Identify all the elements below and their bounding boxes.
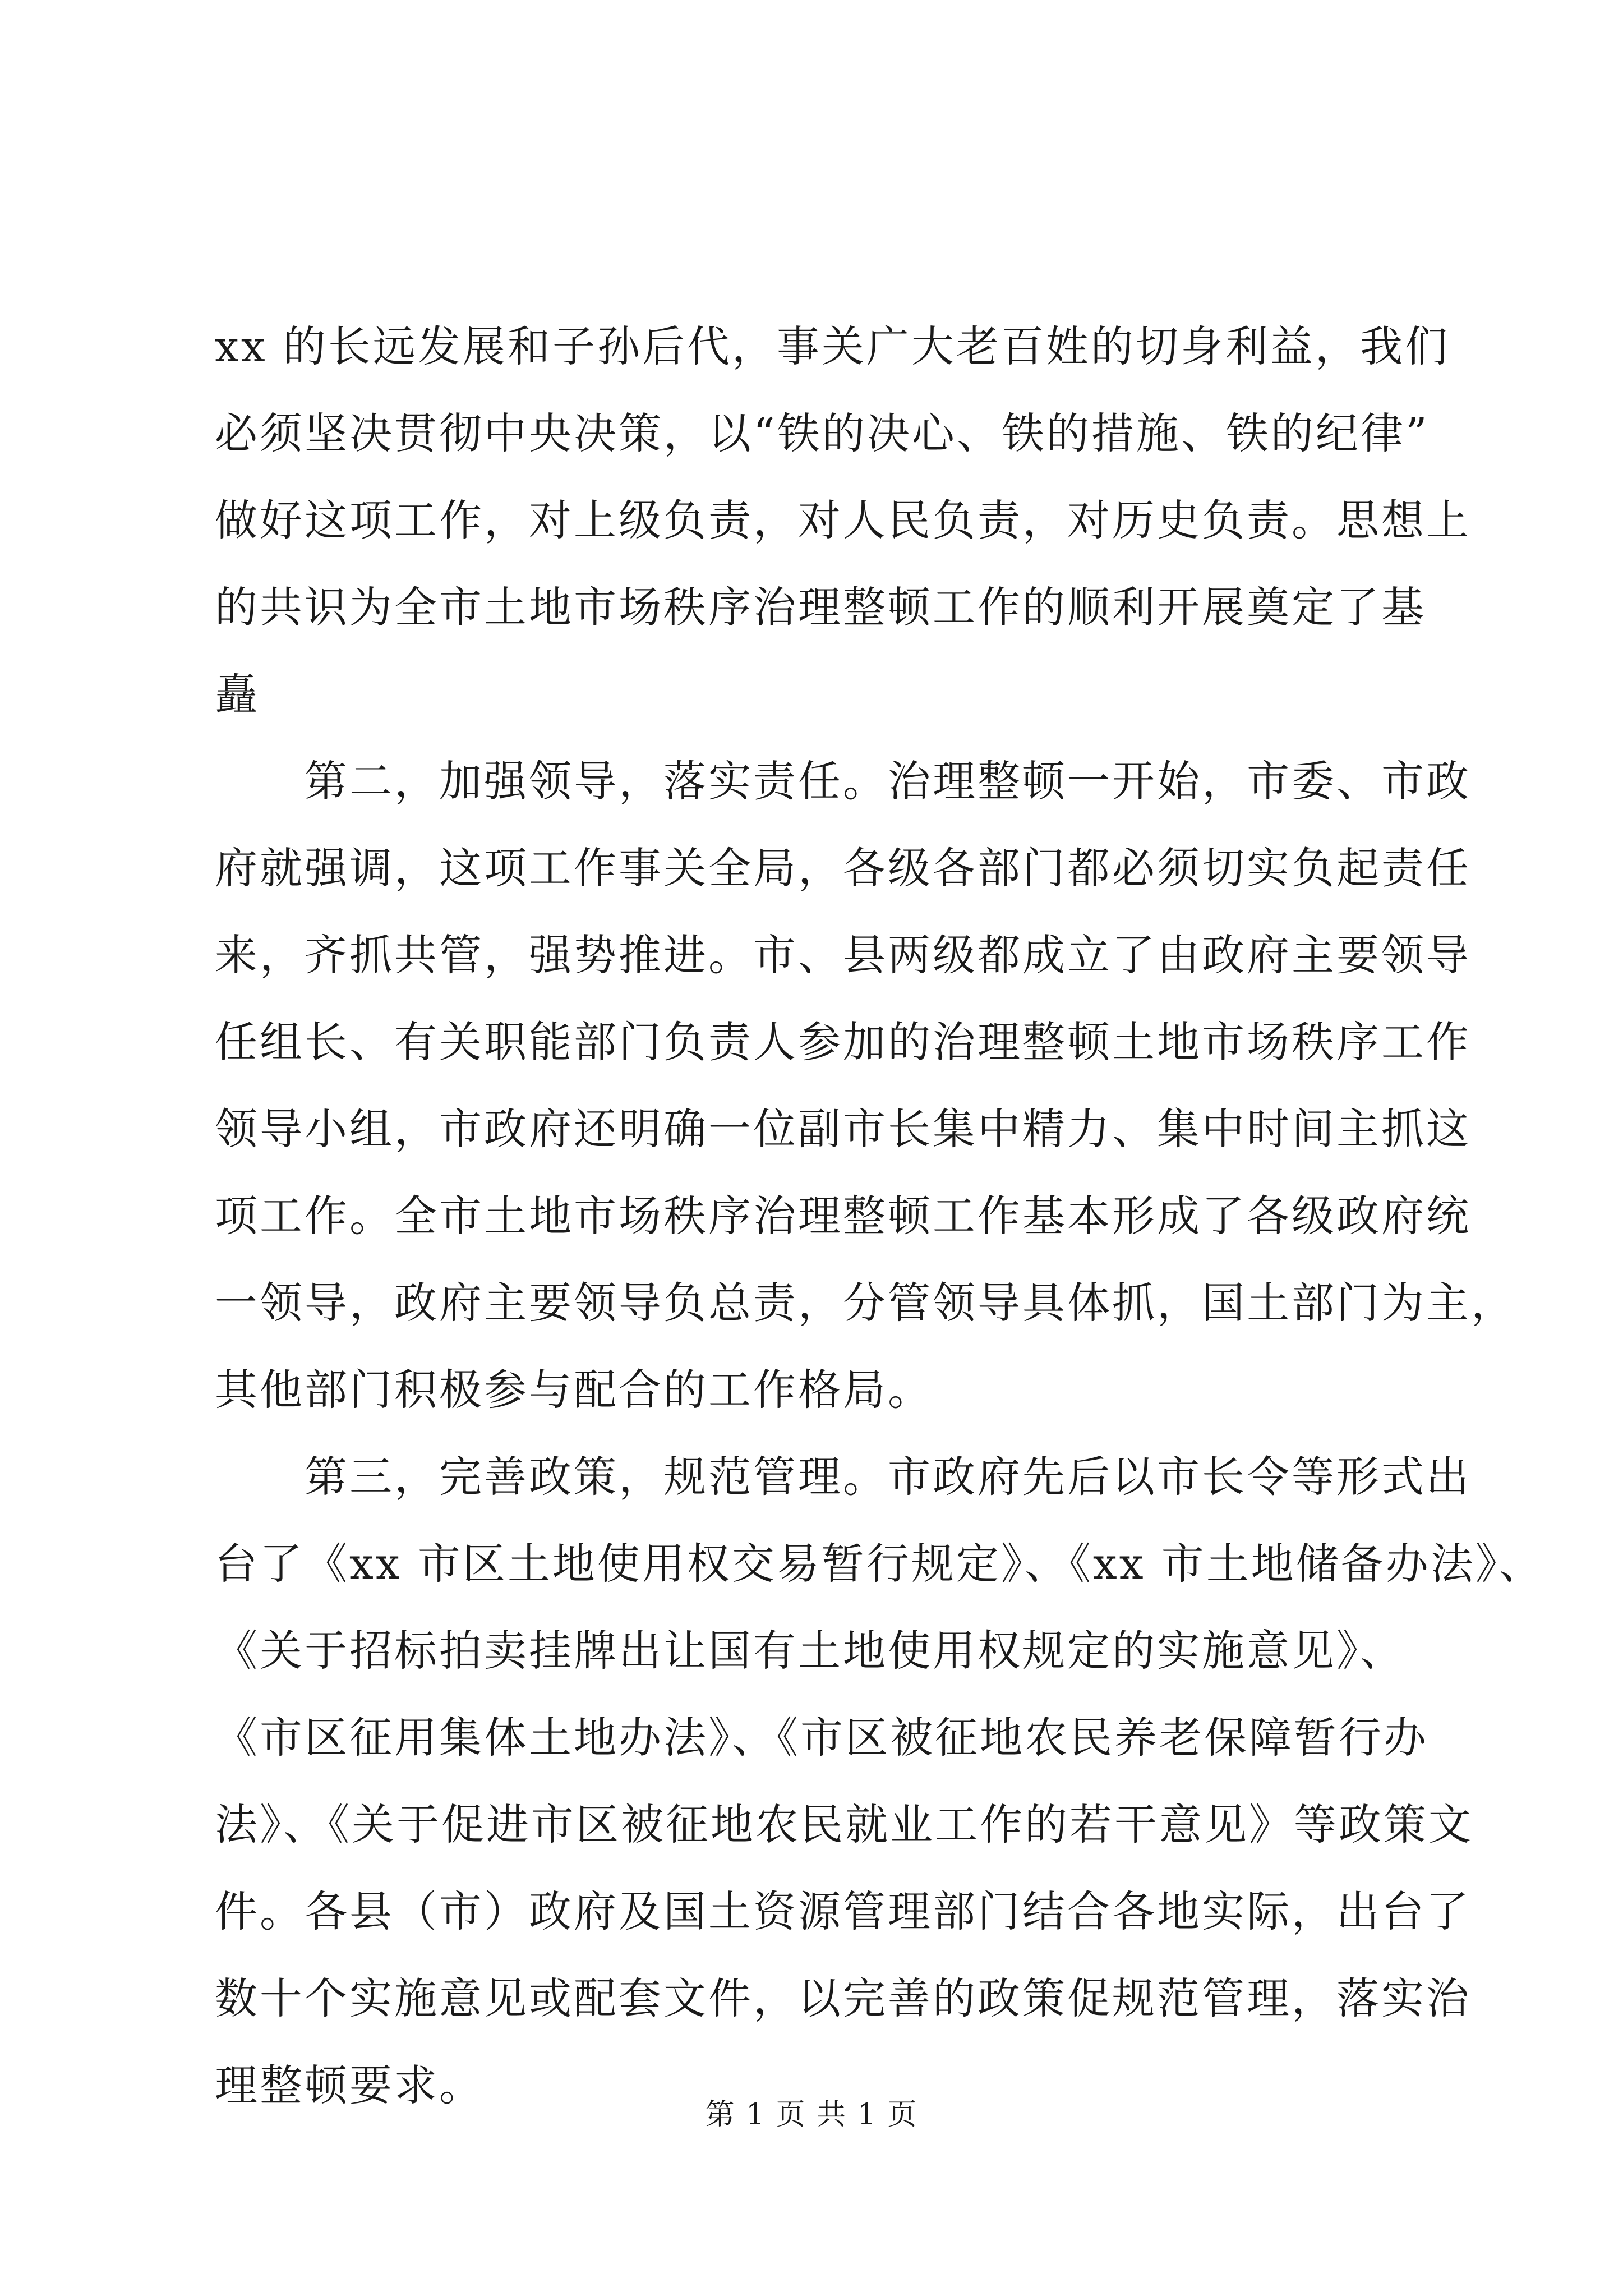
document-body: [215, 303, 1544, 2129]
text-line: 理整顿要求。: [215, 2060, 484, 2110]
text-line: 来，齐抓共管，强势推进。市、县两级都成立了由政府主要领导: [215, 930, 1471, 980]
text-line: 任组长、有关职能部门负责人参加的治理整顿土地市场秩序工作: [215, 1017, 1471, 1067]
text-line: 府就强调，这项工作事关全局，各级各部门都必须切实负起责任: [215, 843, 1471, 893]
text-line: 数十个实施意见或配套文件，以完善的政策促规范管理，落实治: [215, 1973, 1471, 2023]
text-line: 其他部门积极参与配合的工作格局。: [215, 1365, 933, 1415]
text-line: 《关于招标拍卖挂牌出让国有土地使用权规定的实施意见》、: [215, 1626, 1405, 1676]
paragraph-start-line: 第三，完善政策，规范管理。市政府先后以市长令等形式出: [305, 1452, 1471, 1502]
text-line: 做好这项工作，对上级负责，对人民负责，对历史负责。思想上: [215, 495, 1471, 545]
text-line: 项工作。全市土地市场秩序治理整顿工作基本形成了各级政府统: [215, 1191, 1471, 1241]
text-line: 《市区征用集体土地办法》、《市区被征地农民养老保障暂行办: [215, 1713, 1428, 1763]
text-line: 法》、《关于促进市区被征地农民就业工作的若干意见》等政策文: [215, 1800, 1473, 1849]
paragraph-start-line: 第二，加强领导，落实责任。治理整顿一开始，市委、市政: [305, 756, 1471, 806]
page-footer: [0, 2095, 1623, 2134]
text-line: 一领导，政府主要领导负总责，分管领导具体抓，国土部门为主，: [215, 1278, 1516, 1328]
text-line: 矗: [215, 669, 260, 719]
page-number-label: 第 1 页 共 1 页: [705, 2098, 918, 2132]
text-line: 的共识为全市土地市场秩序治理整顿工作的顺利开展奠定了基: [215, 582, 1426, 632]
text-line: 件。各县（市）政府及国土资源管理部门结合各地实际，出台了: [215, 1887, 1471, 1936]
text-line: 领导小组，市政府还明确一位副市长集中精力、集中时间主抓这: [215, 1104, 1471, 1154]
text-line: xx 的长远发展和子孙后代，事关广大老百姓的切身利益，我们: [215, 321, 1450, 371]
text-line: 台了《xx 市区土地使用权交易暂行规定》、《xx 市土地储备办法》、: [215, 1539, 1544, 1589]
text-line: 必须坚决贯彻中央决策，以“铁的决心、铁的措施、铁的纪律”: [215, 408, 1430, 458]
